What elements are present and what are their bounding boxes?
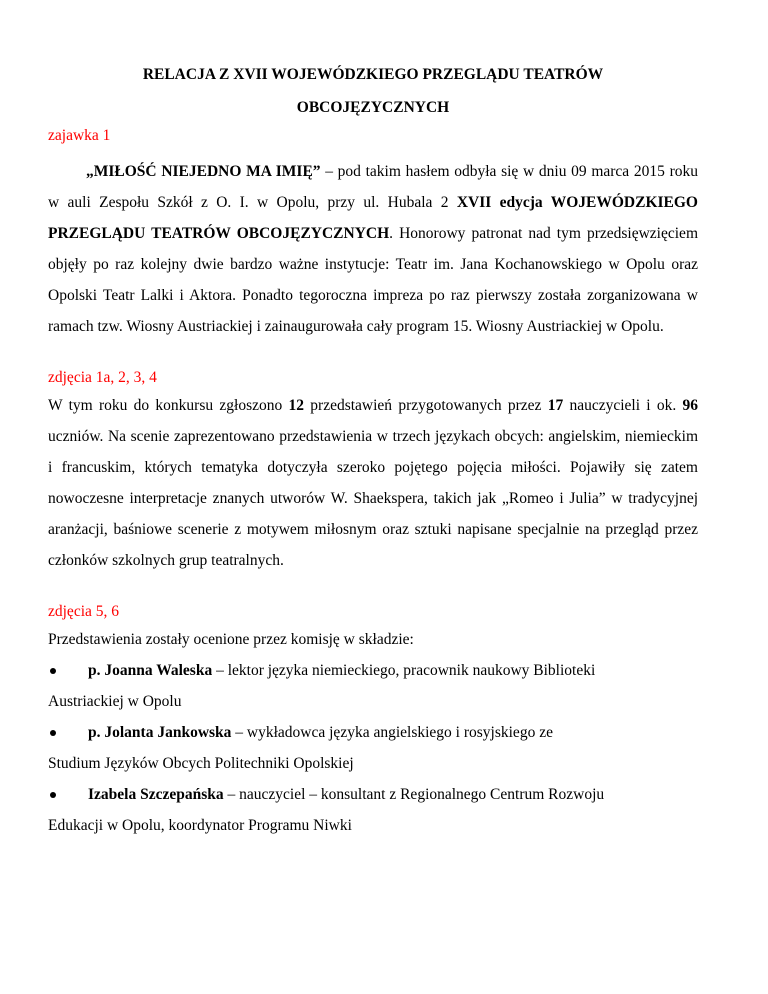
section2-paragraph [48, 390, 698, 576]
section2-text4: uczniów. Na scenie zaprezentowano przedstawienia w trzech językach obcych: angielskim, niemieckim i francuskim, których tematyka dotyczyła szeroko pojętego pojęcia miłości. Pojawiły się zatem nowoczesne interpretacje znanych utworów W. Shaekspera, takich jak „Romeo i Julia” w tradycyjnej aranżacji, baśniowe scenerie z motywem miłosnym oraz sztuki napisane specjalnie na przegląd przez członków szkolnych grup teatralnych. [48, 428, 698, 569]
count-performances: 12 [288, 397, 305, 414]
section1-paragraph [48, 156, 698, 342]
count-students: 96 [682, 397, 699, 414]
section1-label: zajawka 1 [48, 127, 111, 144]
section2-text3: nauczycieli i ok. [563, 397, 683, 414]
list-item [48, 779, 698, 841]
section1-text2: . Honorowy patronat nad tym przedsięwzięciem objęły po raz kolejny dwie bardzo ważne instytucje: Teatr im. Jana Kochanowskiego w Opolu oraz Opolski Teatr Lalki i Aktora. Ponadto tegoroczna impreza po raz pierwszy została zorganizowana w ramach tzw. Wiosny Austriackiej i zainaugurowała cały program 15. Wiosny Austriackiej w Opolu. [48, 225, 698, 335]
list-item [48, 717, 698, 779]
section2-text1: W tym roku do konkursu zgłoszono [48, 397, 289, 414]
jury-desc-cont: Austriackiej w Opolu [48, 693, 182, 710]
jury-intro: Przedstawienia zostały ocenione przez komisję w składzie: [48, 631, 414, 648]
jury-name: p. Jolanta Jankowska [88, 724, 232, 741]
section2-label: zdjęcia 1a, 2, 3, 4 [48, 369, 157, 386]
edition-name: XVII edycja WOJEWÓDZKIEGO PRZEGLĄDU TEATRÓW OBCOJĘZYCZNYCH [48, 194, 698, 242]
jury-desc-cont: Studium Języków Obcych Politechniki Opolskiej [48, 755, 354, 772]
jury-name: p. Joanna Waleska [88, 662, 213, 679]
jury-desc: – nauczyciel – konsultant z Regionalnego Centrum Rozwoju [223, 786, 605, 803]
bullet-icon [48, 779, 88, 810]
list-item [48, 655, 698, 717]
title-line-1: RELACJA Z XVII WOJEWÓDZKIEGO PRZEGLĄDU TEATRÓW [142, 66, 604, 83]
bullet-icon [48, 717, 88, 748]
jury-desc: – wykładowca języka angielskiego i rosyjskiego ze [231, 724, 553, 741]
count-teachers: 17 [547, 397, 564, 414]
jury-desc-cont: Edukacji w Opolu, koordynator Programu Niwki [48, 817, 352, 834]
motto: „MIŁOŚĆ NIEJEDNO MA IMIĘ” [86, 163, 321, 180]
jury-list [48, 655, 698, 841]
section2-text2: przedstawień przygotowanych przez [304, 397, 548, 414]
section1-text1: – pod takim hasłem odbyła się w dniu 09 marca 2015 roku w auli Zespołu Szkół z O. I. w Opolu, przy ul. Hubala 2 [48, 163, 698, 211]
jury-name: Izabela Szczepańska [88, 786, 224, 803]
section3-label: zdjęcia 5, 6 [48, 603, 120, 620]
document-title [48, 58, 698, 124]
jury-desc: – lektor języka niemieckiego, pracownik naukowy Biblioteki [212, 662, 596, 679]
document-page [48, 58, 698, 841]
bullet-icon [48, 655, 88, 686]
title-line-2: OBCOJĘZYCZNYCH [296, 99, 450, 116]
